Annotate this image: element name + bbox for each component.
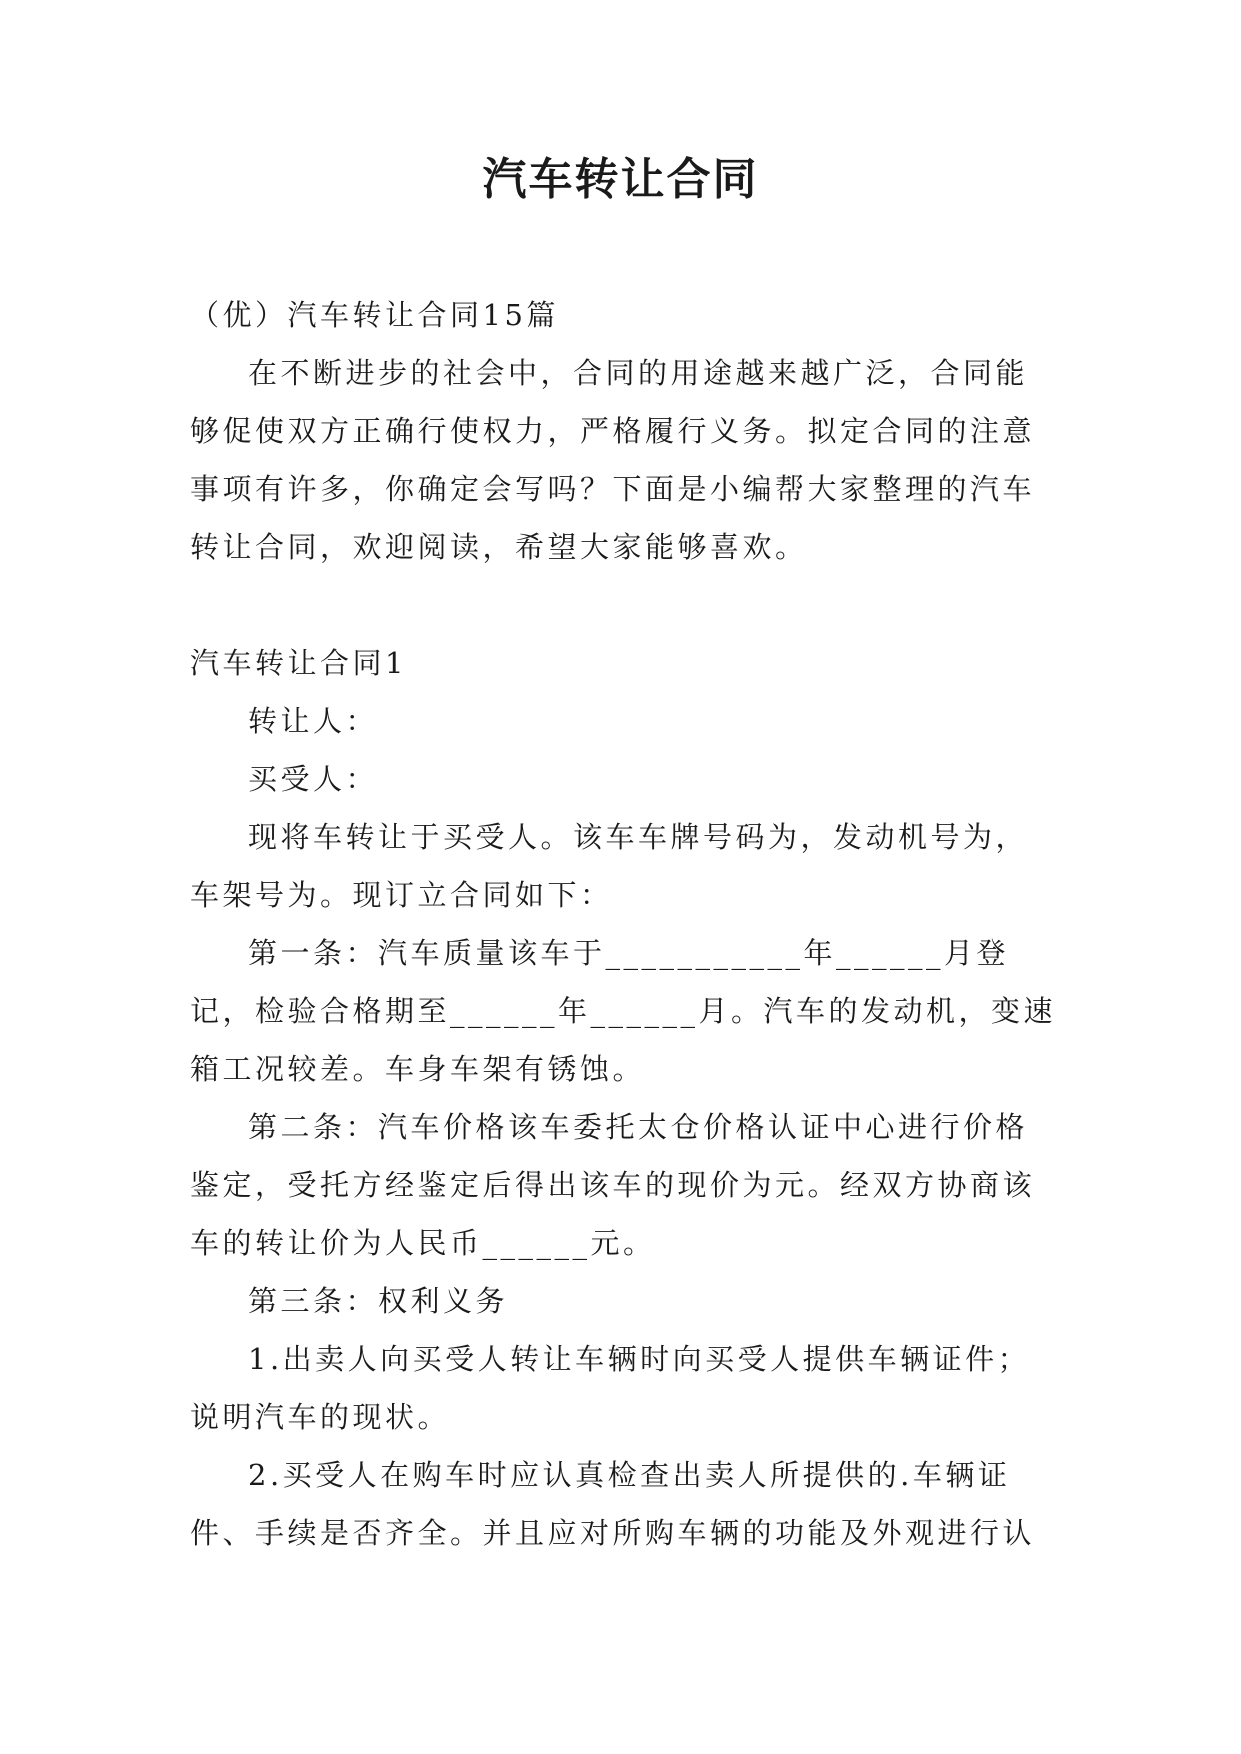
preamble-paragraph: 现将车转让于买受人。该车车牌号码为，发动机号为，车架号为。现订立合同如下： bbox=[190, 820, 1029, 912]
document-body bbox=[190, 286, 1060, 1562]
section-heading: 汽车转让合同1 bbox=[190, 646, 407, 680]
clause-2: 2.买受人在购车时应认真检查出卖人所提供的.车辆证件、手续是否齐全。并且应对所购车辆的功能及外观进行认 bbox=[190, 1458, 1036, 1550]
article-2: 第二条：汽车价格该车委托太仓价格认证中心进行价格鉴定，受托方经鉴定后得出该车的现价为元。经双方协商该车的转让价为人民币______元。 bbox=[190, 1110, 1036, 1260]
buyer-line: 买受人： bbox=[248, 762, 379, 796]
intro-paragraph: 在不断进步的社会中，合同的用途越来越广泛，合同能够促使双方正确行使权力，严格履行义务。拟定合同的注意事项有许多，你确定会写吗？下面是小编帮大家整理的汽车转让合同，欢迎阅读，希望大家能够喜欢。 bbox=[190, 356, 1036, 564]
article-1: 第一条：汽车质量该车于___________年______月登记，检验合格期至______年______月。汽车的发动机，变速箱工况较差。车身车架有锈蚀。 bbox=[190, 936, 1057, 1086]
document-title: 汽车转让合同 bbox=[482, 154, 759, 205]
article-3-heading: 第三条：权利义务 bbox=[248, 1284, 509, 1318]
paragraph-spacer bbox=[190, 576, 1060, 634]
clause-1: 1.出卖人向买受人转让车辆时向买受人提供车辆证件；说明汽车的现状。 bbox=[190, 1342, 1031, 1434]
transferor-line: 转让人： bbox=[248, 704, 379, 738]
subtitle-line: （优）汽车转让合同15篇 bbox=[190, 298, 559, 332]
